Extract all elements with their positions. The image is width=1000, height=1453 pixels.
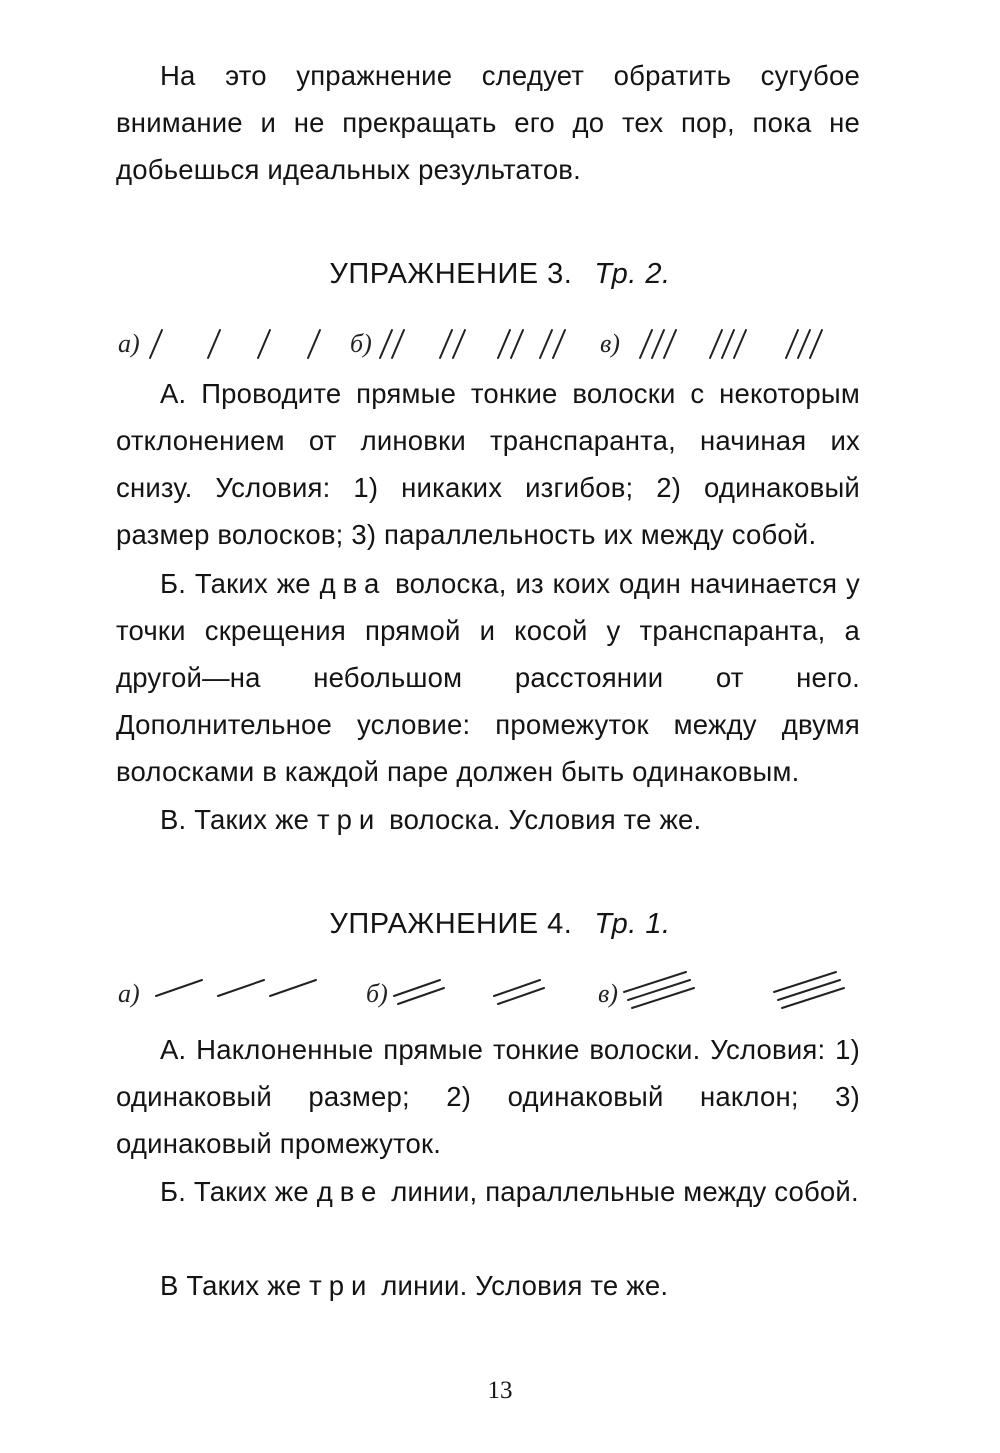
exercise-4-stroke-samples <box>110 966 870 1026</box>
hairline-stroke <box>498 330 510 358</box>
hairline-stroke <box>652 330 664 358</box>
exercise-3-label-v: в) <box>600 329 620 358</box>
exercise-4-paragraph-a: А. Наклоненные прямые тонкие волоски. Условия: 1) одинаковый размер; 2) одинаковый наклон; 3) одинаковый промежуток. <box>116 1034 860 1159</box>
exercise-4-label-v: в) <box>598 979 618 1008</box>
hairline-stroke <box>308 330 320 358</box>
hairline-stroke <box>392 330 404 358</box>
hairline-stroke <box>440 330 452 358</box>
intro-paragraph: На это упражнение следует обратить сугубое внимание и не прекращать его до тех пор, пока не добьешься идеальных результатов. <box>116 60 860 185</box>
inclined-stroke <box>624 972 686 992</box>
hairline-stroke <box>553 330 565 358</box>
hairline-stroke <box>640 330 652 358</box>
hairline-stroke <box>380 330 392 358</box>
exercise-4-heading <box>0 908 1000 941</box>
inclined-stroke <box>156 980 202 996</box>
exercise-3-paragraph-a: А. Проводите прямые тонкие волоски с некоторым отклонением от линовки транспаранта, начиная их снизу. Условия: 1) никаких изгибов; 2) одинаковый размер волосков; 3) параллельность их между собой. <box>116 378 860 550</box>
inclined-stroke <box>632 988 694 1008</box>
hairline-stroke <box>511 330 523 358</box>
hairline-stroke <box>453 330 465 358</box>
hairline-stroke <box>810 330 822 358</box>
inclined-stroke <box>270 980 316 996</box>
hairline-stroke <box>734 330 746 358</box>
hairline-stroke <box>258 330 270 358</box>
exercise-4-subtitle: Тр. 1. <box>594 908 671 940</box>
hairline-stroke <box>664 330 676 358</box>
hairline-stroke <box>540 330 552 358</box>
hairline-stroke <box>150 330 162 358</box>
inclined-stroke <box>398 988 444 1004</box>
exercise-3-title: УПРАЖНЕНИЕ 3. <box>329 258 573 290</box>
exercise-3-paragraph-v: В. Таких же три волоска. Условия те же. <box>160 804 702 835</box>
hairline-stroke <box>798 330 810 358</box>
exercise-3-paragraph-b: Б. Таких же два волоска, из коих один начинается у точки скрещения прямой и косой у транспаранта, а другой—на небольшом расстоянии от него. Дополнительное условие: промежуток между двумя волосками в каждой паре должен быть одинаковым. <box>116 568 860 787</box>
inclined-stroke <box>774 972 836 992</box>
exercise-3-stroke-samples <box>110 318 870 378</box>
inclined-stroke <box>628 980 690 1000</box>
inclined-stroke <box>498 988 544 1004</box>
inclined-stroke <box>218 980 264 996</box>
inclined-stroke <box>394 980 440 996</box>
hairline-stroke <box>786 330 798 358</box>
hairline-stroke <box>208 330 220 358</box>
exercise-3-label-a: а) <box>118 329 140 358</box>
inclined-stroke <box>494 980 540 996</box>
inclined-stroke <box>778 980 840 1000</box>
inclined-stroke <box>782 988 844 1008</box>
hairline-stroke <box>710 330 722 358</box>
exercise-4-label-b: б) <box>366 979 388 1008</box>
exercise-3-heading <box>0 258 1000 291</box>
exercise-4-label-a: а) <box>118 979 140 1008</box>
exercise-4-title: УПРАЖНЕНИЕ 4. <box>329 908 573 940</box>
hairline-stroke <box>722 330 734 358</box>
exercise-4-paragraph-b: Б. Таких же две линии, параллельные между собой. <box>160 1176 859 1207</box>
exercise-3-subtitle: Тр. 2. <box>594 258 671 290</box>
exercise-4-paragraph-v: В Таких же три линии. Условия те же. <box>160 1270 669 1301</box>
page-number: 13 <box>487 1377 513 1404</box>
exercise-3-label-b: б) <box>350 329 372 358</box>
